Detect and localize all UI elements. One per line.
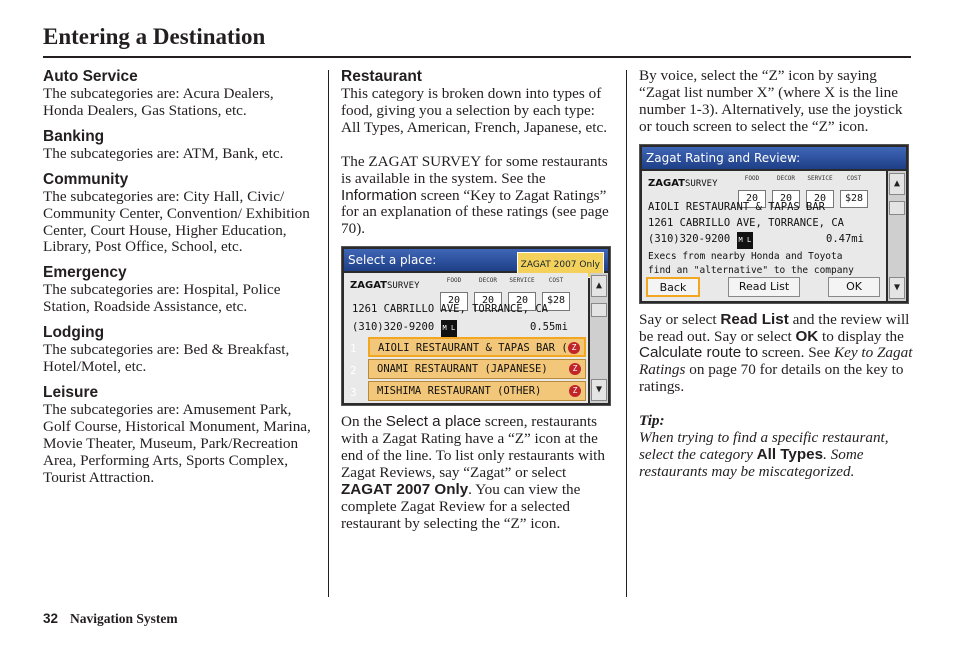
read-list-paragraph: Say or select Read List and the review will be read out. Say or select OK to display the Calculate route to screen. See Key to Zagat Ratings on page 70 for details on the key to ratings.: [639, 310, 913, 396]
zagat-z-icon[interactable]: Z: [568, 342, 580, 354]
zagat-survey-logo: ZAGATSURVEY: [648, 177, 718, 189]
page-footer: [43, 611, 178, 627]
scroll-down-icon[interactable]: ▼: [889, 277, 905, 299]
zagat-review-screen: [639, 144, 909, 304]
section-heading: Community: [43, 170, 129, 188]
section-text: The subcategories are: Amusement Park, Golf Course, Historical Monument, Marina, Movie Theater, Museum, Park/Recreation Area, Performing Arts, Sports Complex, Tourist Attraction.: [43, 400, 311, 486]
scrollbar[interactable]: [888, 171, 906, 301]
zagat-scores: FOOD 20 DECOR 20 SERVICE 20 COST $28: [440, 273, 570, 311]
page-number: 32: [43, 611, 59, 626]
restaurant-intro: This category is broken down into types of food, giving you a selection by each type: All Types, American, French, Japanese, etc.: [341, 85, 608, 136]
zagat-2007-only-button[interactable]: ZAGAT 2007 Only: [517, 252, 604, 278]
restaurant-name: AIOLI RESTAURANT & TAPAS BAR: [648, 200, 826, 213]
screen-body: [642, 171, 886, 301]
section-text: The subcategories are: Hospital, Police Station, Roadside Assistance, etc.: [43, 281, 281, 316]
phone-line: (310)320-9200 M L: [648, 231, 753, 249]
section-heading: Emergency: [43, 264, 127, 282]
read-list-button[interactable]: Read List: [728, 277, 800, 297]
screen-header: Select a place: ZAGAT 2007 Only: [344, 249, 608, 271]
tip-text: When trying to find a specific restaurant, select the category All Types. Some restaurants may be miscategorized.: [639, 429, 889, 480]
column-1: [43, 68, 317, 487]
page-title: Entering a Destination: [43, 24, 266, 49]
ok-button[interactable]: OK: [828, 277, 880, 297]
restaurant-row[interactable]: AIOLI RESTAURANT & TAPAS BAR ( Z: [368, 337, 586, 357]
zagat-scores: FOOD 20 DECOR 20 SERVICE 20 COST $28: [738, 171, 868, 209]
review-text: Execs from nearby Honda and Toyota: [648, 250, 843, 262]
scrollbar[interactable]: [590, 273, 608, 403]
footer-label: Navigation System: [70, 611, 178, 626]
scroll-thumb[interactable]: [889, 201, 905, 215]
tip-label: Tip:: [639, 412, 665, 430]
zagat-survey-logo: ZAGATSURVEY: [350, 280, 420, 292]
row-number: 2: [350, 364, 357, 378]
row-number: 3: [350, 386, 357, 400]
phone-line: (310)320-9200 M L: [352, 319, 457, 337]
select-a-place-screen: [341, 246, 611, 406]
title-rule: [43, 56, 911, 58]
distance-readout: 0.47mi: [826, 232, 864, 245]
section-text: The subcategories are: Bed & Breakfast, Hotel/Motel, etc.: [43, 341, 290, 376]
row-number: 1: [350, 342, 357, 356]
screen-header: Zagat Rating and Review:: [642, 147, 906, 169]
column-3: [639, 68, 913, 481]
scroll-up-icon[interactable]: ▲: [591, 275, 607, 297]
section-heading: Leisure: [43, 383, 99, 401]
address-line: 1261 CABRILLO AVE, TORRANCE, CA: [648, 216, 844, 229]
scroll-up-icon[interactable]: ▲: [889, 173, 905, 195]
section-heading: Banking: [43, 127, 105, 145]
column-divider: [626, 70, 627, 597]
restaurant-row[interactable]: ONAMI RESTAURANT (JAPANESE) Z: [368, 359, 586, 379]
select-place-paragraph: On the Select a place screen, restaurants with a Zagat Rating have a “Z” icon at the end of the line. To list only restaurants with Zagat Reviews, say “Zagat” or select ZAGAT 2007 Only. You can view the complete Zagat Review for a selected restaurant by selecting the “Z” icon.: [341, 413, 605, 532]
scroll-thumb[interactable]: [591, 303, 607, 317]
back-button[interactable]: Back: [646, 277, 700, 297]
section-heading: Auto Service: [43, 68, 138, 85]
section-text: The subcategories are: City Hall, Civic/ Community Center, Convention/ Exhibition Center, Court House, Higher Education, Library, Post Office, School, etc.: [43, 187, 310, 256]
restaurant-row[interactable]: MISHIMA RESTAURANT (OTHER) Z: [368, 381, 586, 401]
section-heading: Restaurant: [341, 68, 422, 85]
zagat-paragraph: The ZAGAT SURVEY for some restaurants is available in the system. See the Information screen “Key to Zagat Ratings” for an explanation of these ratings (see page 70).: [341, 152, 609, 238]
address-line: 1261 CABRILLO AVE, TORRANCE, CA: [352, 303, 548, 316]
section-heading: Lodging: [43, 324, 105, 342]
section-text: The subcategories are: Acura Dealers, Honda Dealers, Gas Stations, etc.: [43, 85, 274, 119]
screen-body: [344, 273, 588, 403]
zagat-z-icon[interactable]: Z: [569, 363, 581, 375]
column-2: [341, 68, 615, 533]
section-text: The subcategories are: ATM, Bank, etc.: [43, 144, 284, 162]
voice-paragraph: By voice, select the “Z” icon by saying “Zagat list number X” (where X is the line number 1-3). Alternatively, use the joystick or touch screen to select the “Z” icon.: [639, 67, 903, 135]
review-text: find an "alternative" to the company: [648, 264, 854, 276]
zagat-z-icon[interactable]: Z: [569, 385, 581, 397]
scroll-down-icon[interactable]: ▼: [591, 379, 607, 401]
distance-readout: 0.55mi: [530, 321, 568, 334]
column-divider: [328, 70, 329, 597]
